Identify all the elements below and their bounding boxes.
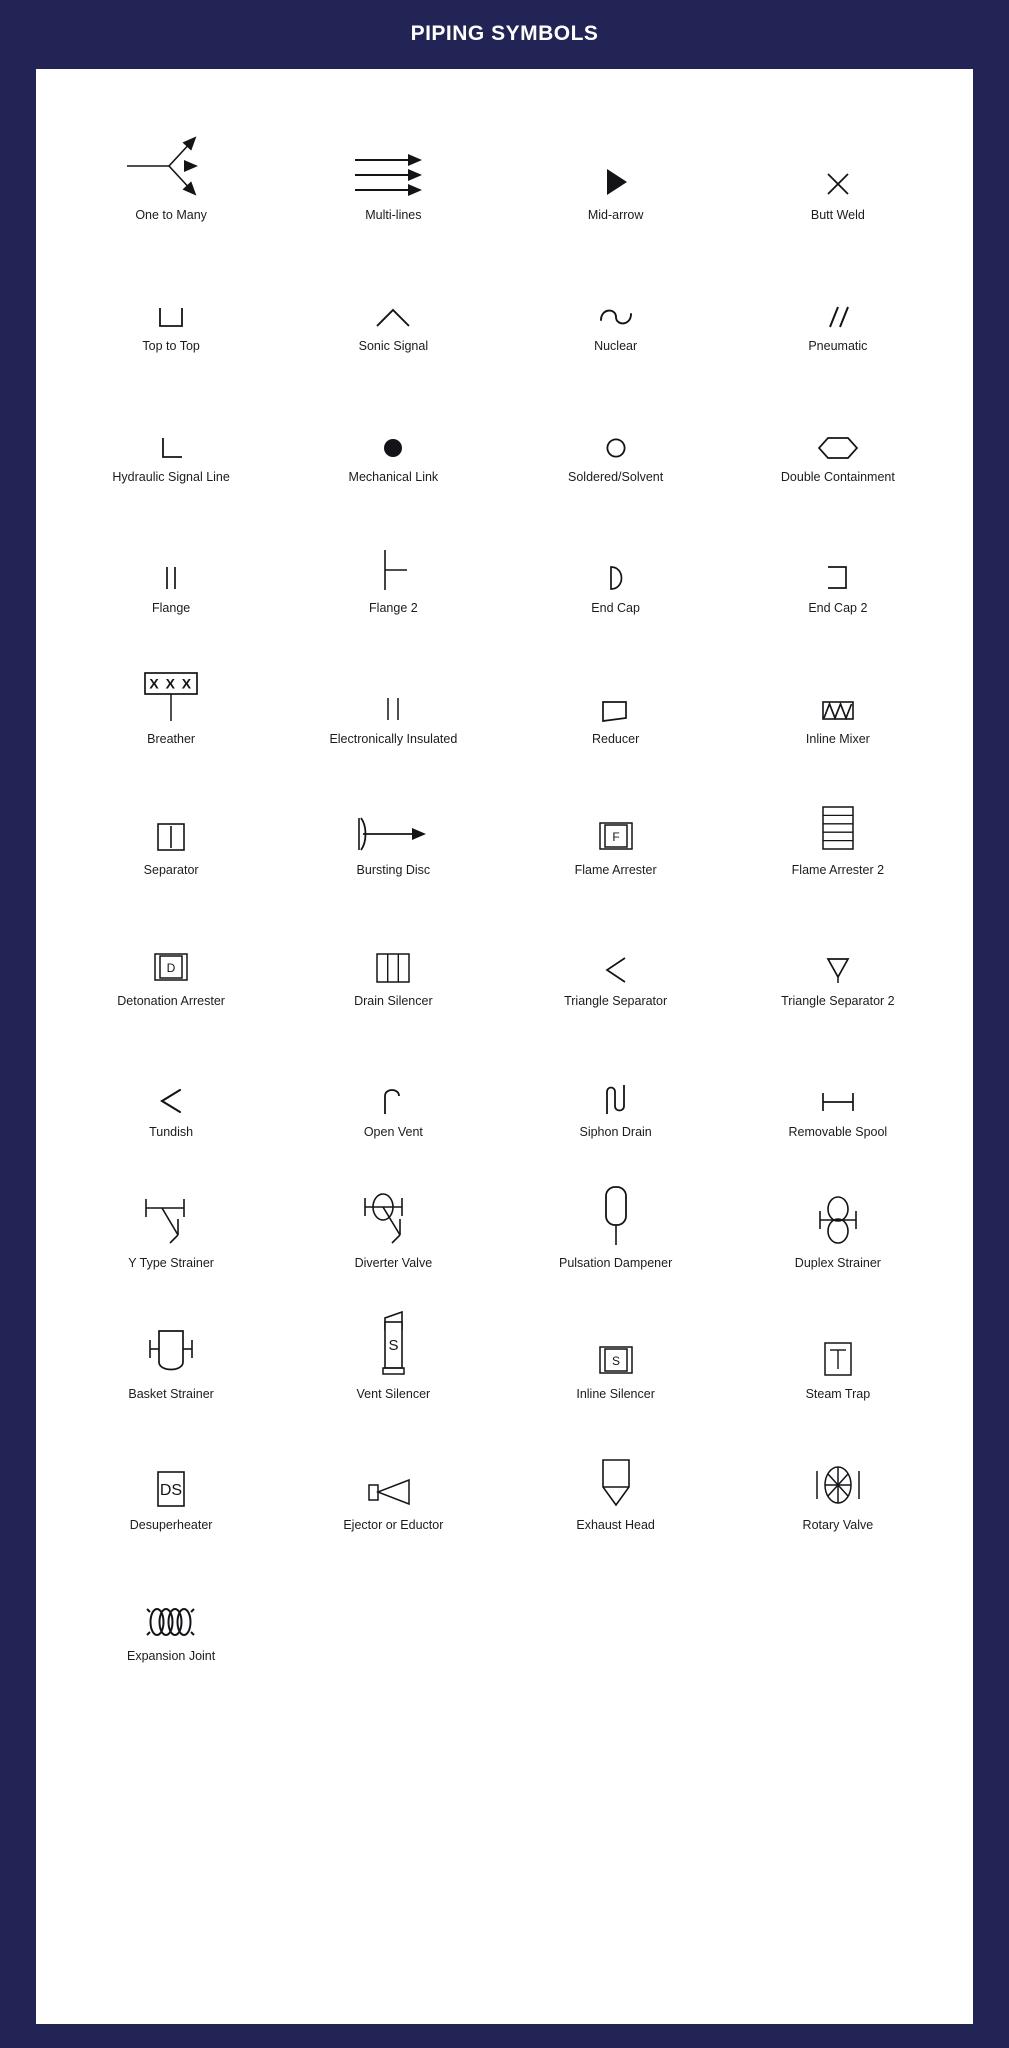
pneumatic-icon [727,226,949,339]
symbol-cell[interactable] [60,1274,282,1405]
symbol-label: Flange 2 [369,600,418,615]
symbol-cell[interactable] [60,95,282,226]
symbol-label: Removable Spool [788,1124,888,1139]
symbol-cell[interactable] [727,1274,949,1405]
symbol-label: Expansion Joint [126,1648,216,1663]
symbol-label: One to Many [135,207,207,222]
svg-text:F: F [611,829,620,844]
symbol-label: Flame Arrester 2 [791,862,885,877]
symbol-cell[interactable] [60,619,282,750]
symbol-cell[interactable] [282,1405,504,1536]
symbol-cell[interactable] [505,1012,727,1143]
symbol-grid [60,95,949,1667]
symbol-label: Soldered/Solvent [568,469,664,484]
symbol-label: Triangle Separator 2 [781,993,895,1008]
symbol-cell[interactable] [727,95,949,226]
desuperheater-icon [60,1405,282,1518]
symbol-cell[interactable] [727,881,949,1012]
symbol-label: Desuperheater [129,1517,213,1532]
symbol-label: Top to Top [142,338,200,353]
symbol-cell[interactable] [60,881,282,1012]
symbol-cell[interactable] [505,750,727,881]
symbol-cell[interactable] [505,95,727,226]
symbol-cell[interactable] [727,750,949,881]
symbol-cell[interactable] [282,1274,504,1405]
flange-icon [60,488,282,601]
symbol-label: Butt Weld [810,207,865,222]
removable-spool-icon [727,1012,949,1125]
symbol-cell[interactable] [727,488,949,619]
nuclear-icon [505,226,727,339]
symbol-cell[interactable] [727,1012,949,1143]
symbol-cell[interactable] [505,1274,727,1405]
symbol-label: Triangle Separator [564,993,668,1008]
symbol-label: Electronically Insulated [329,731,458,746]
svg-text:X X X: X X X [149,675,193,692]
basket-strainer-icon [60,1274,282,1387]
symbol-label: Basket Strainer [128,1386,214,1401]
symbol-cell[interactable] [60,1405,282,1536]
symbol-label: Hydraulic Signal Line [112,469,230,484]
vent-silencer-icon [282,1274,504,1387]
symbol-cell[interactable] [60,1012,282,1143]
soldered-solvent-icon [505,357,727,470]
symbol-cell[interactable] [282,619,504,750]
flange-2-icon [282,488,504,601]
symbol-cell[interactable] [505,1143,727,1274]
symbol-cell[interactable] [282,1143,504,1274]
inline-mixer-icon [727,619,949,732]
double-containment-icon [727,357,949,470]
symbol-label: Mechanical Link [348,469,439,484]
multi-lines-icon [282,95,504,208]
symbol-label: Nuclear [594,338,638,353]
symbol-label: Detonation Arrester [117,993,225,1008]
svg-text:D: D [166,960,176,975]
symbol-label: Inline Silencer [576,1386,655,1401]
hydraulic-signal-line-icon [60,357,282,470]
diverter-valve-icon [282,1143,504,1256]
triangle-separator-icon [505,881,727,994]
symbol-cell[interactable] [282,226,504,357]
symbol-label: Duplex Strainer [794,1255,881,1270]
symbol-label: End Cap 2 [808,600,868,615]
symbol-cell[interactable] [282,95,504,226]
triangle-separator-2-icon [727,881,949,994]
symbol-cell[interactable] [60,488,282,619]
symbol-label: Reducer [592,731,640,746]
flame-arrester-2-icon [727,750,949,863]
svg-text:S: S [388,1336,399,1354]
symbol-cell[interactable] [60,750,282,881]
symbol-label: Sonic Signal [358,338,429,353]
y-type-strainer-icon [60,1143,282,1256]
bursting-disc-icon [282,750,504,863]
symbol-card [36,69,973,2024]
exhaust-head-icon [505,1405,727,1518]
symbol-cell[interactable] [60,1143,282,1274]
svg-text:DS: DS [160,1481,183,1499]
breather-icon [60,619,282,732]
end-cap-icon [505,488,727,601]
symbol-cell[interactable] [282,488,504,619]
expansion-joint-icon [60,1536,282,1649]
flame-arrester-icon [505,750,727,863]
electronically-insulated-icon [282,619,504,732]
mechanical-link-icon [282,357,504,470]
symbol-label: End Cap [591,600,640,615]
symbol-label: Mid-arrow [587,207,644,222]
one-to-many-icon [60,95,282,208]
symbol-label: Separator [143,862,199,877]
tundish-icon [60,1012,282,1125]
symbol-cell[interactable] [505,619,727,750]
symbol-label: Y Type Strainer [128,1255,214,1270]
detonation-arrester-icon [60,881,282,994]
symbol-label: Flange [152,600,191,615]
symbol-label: Multi-lines [365,207,422,222]
symbol-label: Double Containment [780,469,895,484]
ejector-or-eductor-icon [282,1405,504,1518]
symbol-label: Pulsation Dampener [558,1255,673,1270]
symbol-cell[interactable] [505,881,727,1012]
steam-trap-icon [727,1274,949,1387]
symbol-label: Open Vent [363,1124,423,1139]
symbol-cell[interactable] [505,357,727,488]
mid-arrow-icon [505,95,727,208]
butt-weld-icon [727,95,949,208]
symbol-cell[interactable] [60,357,282,488]
top-to-top-icon [60,226,282,339]
symbol-label: Exhaust Head [576,1517,655,1532]
symbol-cell[interactable] [727,357,949,488]
separator-icon [60,750,282,863]
symbol-cell[interactable] [282,750,504,881]
symbol-label: Steam Trap [805,1386,871,1401]
symbol-label: Siphon Drain [579,1124,652,1139]
end-cap-2-icon [727,488,949,601]
drain-silencer-icon [282,881,504,994]
symbol-label: Vent Silencer [356,1386,431,1401]
symbol-cell[interactable] [727,619,949,750]
rotary-valve-icon [727,1405,949,1518]
symbol-cell[interactable] [505,488,727,619]
symbol-label: Tundish [149,1124,194,1139]
symbol-cell[interactable] [727,1405,949,1536]
open-vent-icon [282,1012,504,1125]
symbol-label: Drain Silencer [354,993,433,1008]
symbol-label: Bursting Disc [356,862,431,877]
symbol-cell[interactable] [727,1143,949,1274]
symbol-cell[interactable] [282,1012,504,1143]
symbol-cell[interactable] [60,226,282,357]
symbol-cell[interactable] [505,226,727,357]
pulsation-dampener-icon [505,1143,727,1256]
symbol-cell[interactable] [60,1536,282,1667]
sonic-signal-icon [282,226,504,339]
symbol-label: Inline Mixer [805,731,870,746]
symbol-label: Diverter Valve [354,1255,433,1270]
symbol-cell[interactable] [282,357,504,488]
symbol-label: Pneumatic [808,338,868,353]
duplex-strainer-icon [727,1143,949,1256]
symbol-label: Breather [147,731,196,746]
symbol-cell[interactable] [282,881,504,1012]
page-title: PIPING SYMBOLS [410,22,599,45]
symbol-label: Rotary Valve [802,1517,874,1532]
symbol-label: Ejector or Eductor [343,1517,444,1532]
reducer-icon [505,619,727,732]
symbol-label: Flame Arrester [574,862,657,877]
svg-text:S: S [611,1353,620,1368]
symbol-cell[interactable] [727,226,949,357]
symbol-cell[interactable] [505,1405,727,1536]
inline-silencer-icon [505,1274,727,1387]
siphon-drain-icon [505,1012,727,1125]
